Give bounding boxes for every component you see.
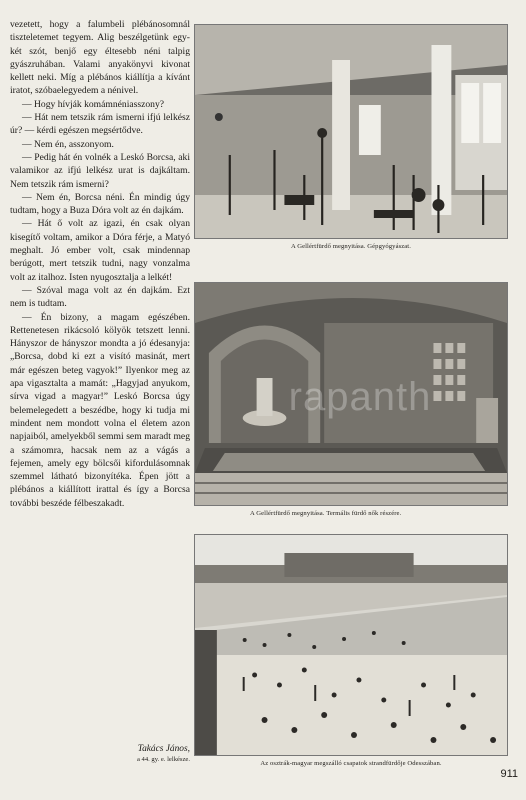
article-paragraph: — Hát nem tetszik rám ismerni ifjú lelkész úr? — kérdi egészen megsértődve.: [10, 112, 190, 137]
figure-gellert-machine-hall: [194, 24, 508, 250]
article-paragraph: — Nem én, asszonyom.: [22, 138, 114, 150]
figure-odessa-beach: [194, 534, 508, 767]
author-note: a 44. gy. e. lelkésze.: [136, 756, 190, 763]
photo-machine-hall: [194, 24, 508, 239]
article-text: [10, 18, 190, 510]
photo-thermal-bath: [194, 282, 508, 506]
photo-odessa-beach: [194, 534, 508, 756]
article-paragraph: — Szóval maga volt az én dajkám. Ezt nem is tudtam.: [10, 284, 190, 310]
article-paragraph: — Hát ő volt az igazi, én csak olyan kisegítő voltam, amikor a Dóra férje, a Matyó meghalt. Jó ember volt, csak mindennap berúgott, mert tetszik tudni, nagy vonzalma volt az italhoz. Isten nyugosztalja a lelkét!: [10, 218, 190, 283]
article-paragraph: vezetett, hogy a falumbeli plébánosomnál tiszteletemet tegyem. Alig beszélgetünk egy-két szót, benjő egy éltesebb néni talpig gyászruhában. Valami anyakönyvi kivonat kellett neki. Míg a plébános kiállítja a kívánt iratot, szóbaelegyedem a nénivel.: [10, 19, 190, 97]
article-paragraph: — Én bizony, a magam egészében. Rettenetesen rikácsoló kölyök tetszett lenni. Hányszor de hányszor mondta a jó édesanyja: „Borcsa, dobd ki ezt a visító masinát, mert már egészen beteg vagyok!” Ilyenkor meg az apa vigasztalta a mamát: „Hagyjad anyukom, sírva vigad a magyar!” Leskó Borcsa úgy belemelegedett a beszédbe, hogy ki tudja mi mindent nem mondott volna el életem azon napjaiból, amelyekből semmi sem maradt meg a számomra, hacsak nem az a vágás a fejemen, amely egy bölcsői kifordulásomnak szemmel látható bizonyítéka. Épen jött a plébános a kiállított irattal és így a Borcsa további beszéde félbeszakadt.: [10, 311, 190, 509]
article-paragraph: — Nem én, Borcsa néni. Én mindig úgy tudtam, hogy a Buza Dóra volt az én dajkám.: [10, 191, 190, 217]
page-number: 911: [500, 768, 518, 780]
author-signature: [98, 744, 190, 763]
watermark: rapanth: [288, 375, 432, 419]
figure-caption: Az osztrák-magyar megszálló csapatok strandfürdője Odesszában.: [260, 760, 442, 767]
article-paragraph: — Pedig hát én volnék a Leskó Borcsa, aki valamikor az ifjú lelkész urat is dajkáltam. Nem tetszik rám ismerni?: [10, 151, 190, 190]
article-paragraph: — Hogy hívják komámnéniasszony?: [22, 98, 165, 110]
figure-caption: A Gellértfürdő megnyitása. Termális fürdő nők részére.: [250, 510, 402, 517]
author-name: Takács János,: [137, 744, 190, 754]
figure-gellert-thermal-bath: [194, 282, 508, 517]
figure-caption: A Gellértfürdő megnyitása. Gépgyógyászat.: [290, 243, 411, 250]
